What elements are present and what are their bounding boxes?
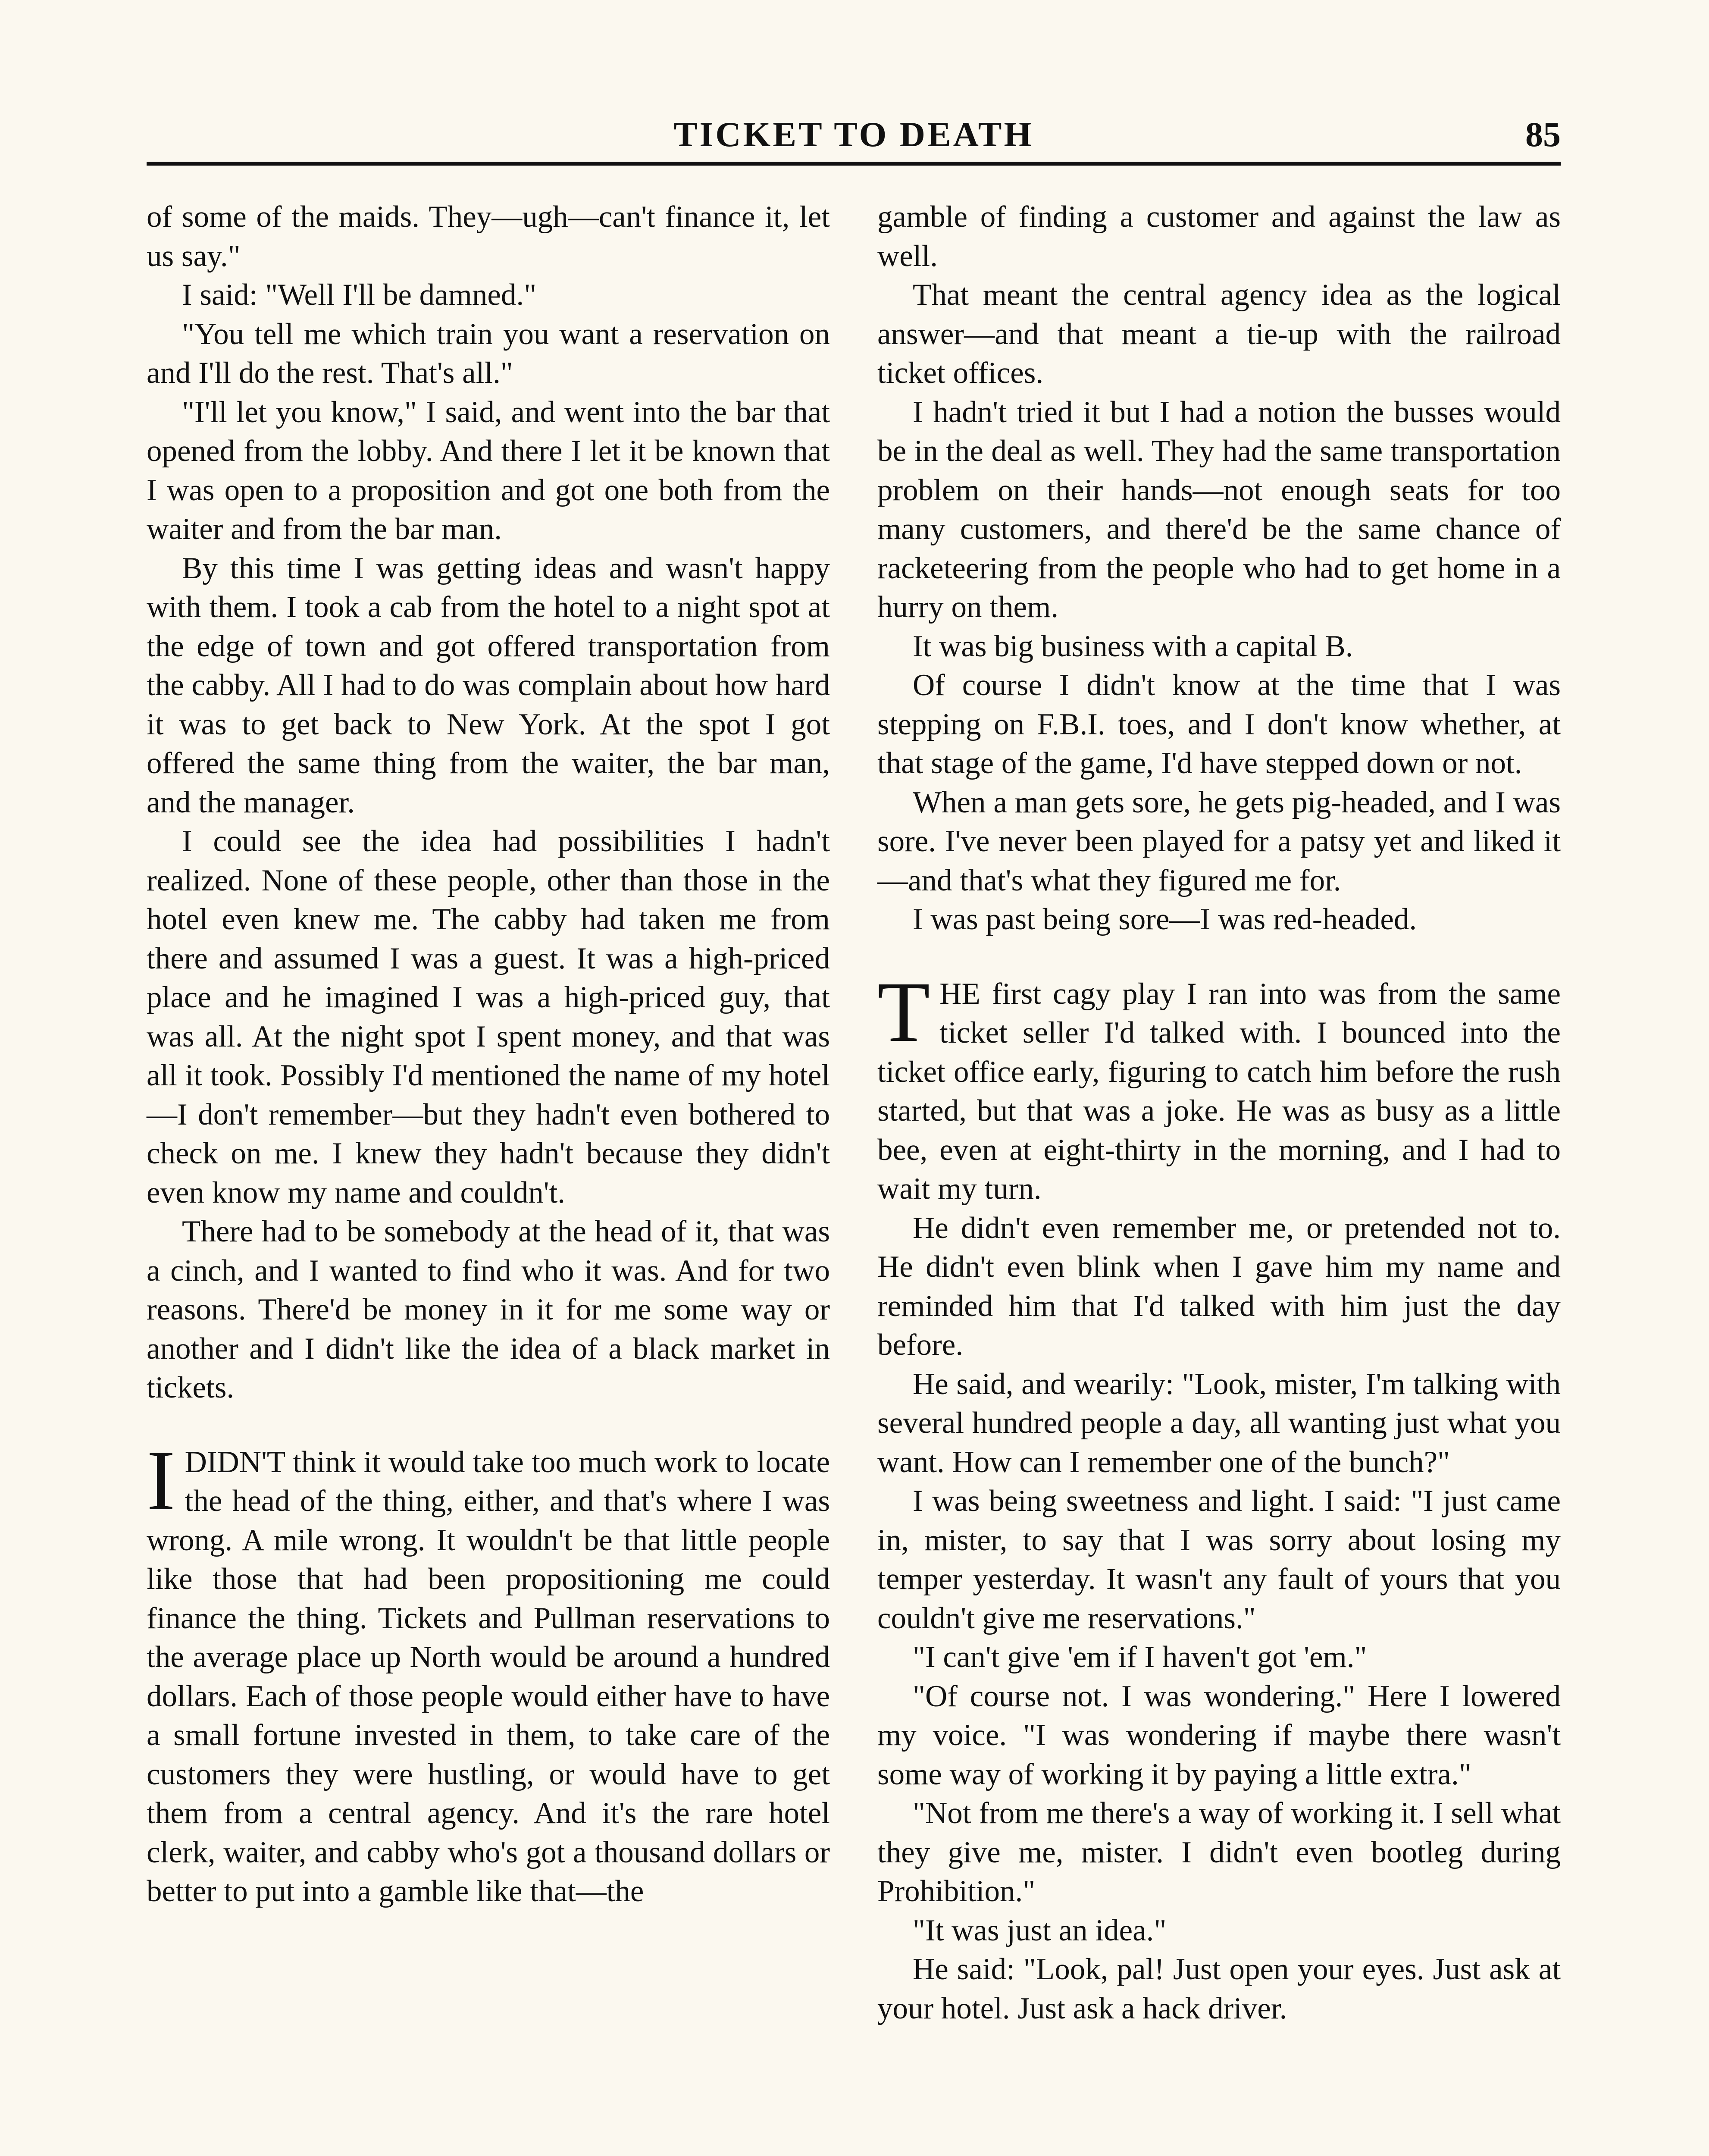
paragraph: I could see the idea had possibilities I hadn't realized. None of these people, other than those in the hotel even knew me. The cabby had taken me from there and assumed I was a guest. It was a high-priced place and he imagined I was a high-priced guy, that was all. At the night spot I spent money, and that was all it took. Possibly I'd mentioned the name of my hotel—I don't remember—but they hadn't even bothered to check on me. I knew they hadn't because they didn't even know my name and couldn't. [147,824,830,1210]
paragraph: "I can't give 'em if I haven't got 'em." [913,1640,1367,1674]
left-column [147,197,830,1911]
page-header [147,110,1561,162]
section-text: HE first cagy play I ran into was from the same ticket seller I'd talked with. I bounced into the ticket office early, figuring to catch him before the rush started, but that was a joke. He was as busy as a little bee, even at eight-thirty in the morning, and I had to wait my turn. [877,977,1561,1206]
paragraph: I was being sweetness and light. I said: "I just came in, mister, to say that I was sorry about losing my temper yesterday. It wasn't any fault of yours that you couldn't give me reservations." [877,1484,1561,1635]
paragraph: He didn't even remember me, or pretended not to. He didn't even blink when I gave him my name and reminded him that I'd talked with him just the day before. [877,1211,1561,1362]
header-rule [147,162,1561,166]
paragraph: I said: "Well I'll be damned." [182,278,537,312]
paragraph: "Of course not. I was wondering." Here I lowered my voice. "I was wondering if maybe there wasn't some way of working it by paying a little extra." [877,1679,1561,1791]
section-paragraph [877,964,1561,1209]
page-number: 85 [1525,115,1561,154]
paragraph: It was big business with a capital B. [913,629,1353,663]
paragraph: By this time I was getting ideas and wasn't happy with them. I took a cab from the hotel to a night spot at the edge of town and got offered transportation from the cabby. All I had to do was complain about how hard it was to get back to New York. At the spot I got offered the same thing from the waiter, the bar man, and the manager. [147,551,830,819]
paragraph: He said: "Look, pal! Just open your eyes. Just ask at your hotel. Just ask a hack driver. [877,1952,1561,2025]
paragraph: "I'll let you know," I said, and went into the bar that opened from the lobby. And there I let it be known that I was open to a proposition and got one both from the waiter and from the bar man. [147,395,830,546]
paragraph: "Not from me there's a way of working it. I sell what they give me, mister. I didn't even bootleg during Prohibition." [877,1796,1561,1908]
paragraph: When a man gets sore, he gets pig-headed, and I was sore. I've never been played for a patsy yet and liked it—and that's what they figured me for. [877,785,1561,897]
paragraph: I hadn't tried it but I had a notion the busses would be in the deal as well. They had the same transportation problem on their hands—not enough seats for too many customers, and there'd be the same chance of racketeering from the people who had to get home in a hurry on them. [877,395,1561,624]
paragraph: of some of the maids. They—ugh—can't finance it, let us say." [147,200,830,273]
drop-cap: T [877,964,930,1060]
paragraph: There had to be somebody at the head of it, that was a cinch, and I wanted to find who it was. And for two reasons. There'd be money in it for me some way or another and I didn't like the idea of a black market in tickets. [147,1215,830,1404]
paragraph: Of course I didn't know at the time that I was stepping on F.B.I. toes, and I don't know whether, at that stage of the game, I'd have stepped down or not. [877,668,1561,780]
paragraph: "You tell me which train you want a reservation on and I'll do the rest. That's all." [147,317,830,390]
drop-cap: I [147,1432,175,1528]
paragraph: He said, and wearily: "Look, mister, I'm talking with several hundred people a day, all wanting just what you want. How can I remember one of the bunch?" [877,1367,1561,1479]
paragraph: gamble of finding a customer and against the law as well. [877,200,1561,273]
section-text: DIDN'T think it would take too much work to locate the head of the thing, either, and that's where I was wrong. A mile wrong. It wouldn't be that little people like those that had been propositioning me could finance the thing. Tickets and Pullman reservations to the average place up North would be around a hundred dollars. Each of those people would either have to have a small fortune invested in them, to take care of the customers they were hustling, or would have to get them from a central agency. And it's the rare hotel clerk, waiter, and cabby who's got a thousand dollars or better to put into a gamble like that—the [147,1445,830,1908]
paragraph: That meant the central agency idea as the logical answer—and that meant a tie-up with the railroad ticket offices. [877,278,1561,390]
right-column [877,197,1561,2028]
paragraph: I was past being sore—I was red-headed. [913,903,1417,936]
paragraph: "It was just an idea." [913,1913,1167,1947]
running-title: TICKET TO DEATH [673,115,1034,154]
section-paragraph [147,1432,830,1911]
